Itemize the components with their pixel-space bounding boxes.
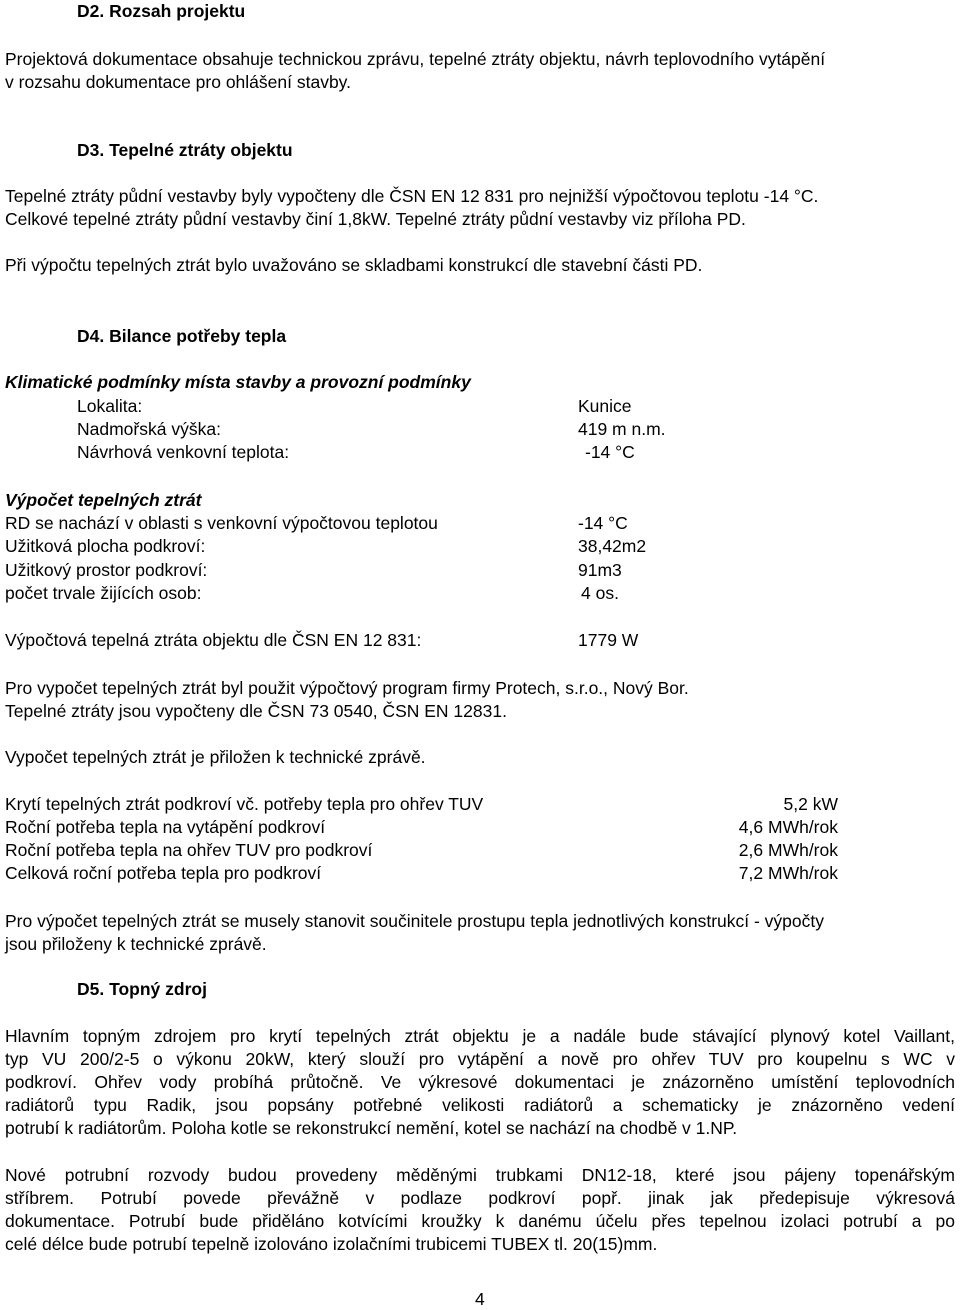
climate-row-label: Lokalita: bbox=[77, 396, 143, 416]
calc-row-label: Užitková plocha podkroví: bbox=[5, 536, 206, 556]
page-number: 4 bbox=[475, 1289, 485, 1309]
coef-line: Pro výpočet tepelných ztrát se musely stanovit součinitele prostupu tepla jednotlivých konstrukcí - výpočty bbox=[5, 911, 825, 931]
calc-row-value: 4 os. bbox=[581, 583, 619, 603]
d5-paragraph-1 bbox=[5, 1025, 955, 1140]
calc-row-value: -14 °C bbox=[578, 513, 628, 533]
calc-row-label: Užitkový prostor podkroví: bbox=[5, 560, 208, 580]
demand-row-value: 7,2 MWh/rok bbox=[738, 863, 838, 883]
section-heading-d3: D3. Tepelné ztráty objektu bbox=[77, 140, 293, 160]
d3-text-line: Tepelné ztráty půdní vestavby byly vypočteny dle ČSN EN 12 831 pro nejnižší výpočtovou teplotu -14 °C. bbox=[5, 186, 819, 206]
climate-title: Klimatické podmínky místa stavby a provozní podmínky bbox=[5, 372, 471, 392]
climate-row-value: 419 m n.m. bbox=[578, 419, 666, 439]
d5-p1-line: potrubí k radiátorům. Poloha kotle se rekonstrukcí nemění, kotel se nachází na chodbě v 1.NP. bbox=[5, 1118, 738, 1138]
demand-row-value: 2,6 MWh/rok bbox=[738, 840, 838, 860]
demand-row-value: 4,6 MWh/rok bbox=[738, 817, 838, 837]
coef-line: jsou přiloženy k technické zprávě. bbox=[5, 934, 267, 954]
d5-p2-line: stříbrem. Potrubí povede převážně v podlaze podkroví popř. jinak jak předepisuje výkresová bbox=[5, 1188, 955, 1208]
demand-row-value: 5,2 kW bbox=[783, 794, 838, 814]
d5-p1-line: typ VU 200/2-5 o výkonu 20kW, který slouží pro vytápění a nově pro ohřev TUV pro koupelnu s WC v bbox=[5, 1049, 955, 1069]
d3-text-line: Celkové tepelné ztráty půdní vestavby činí 1,8kW. Tepelné ztráty půdní vestavby viz příloha PD. bbox=[5, 209, 746, 229]
section-heading-d4: D4. Bilance potřeby tepla bbox=[77, 326, 287, 346]
calc-row-value: 91m3 bbox=[578, 560, 622, 580]
d2-text-line: Projektová dokumentace obsahuje technickou zprávu, tepelné ztráty objektu, návrh teplovodního vytápění bbox=[5, 49, 826, 69]
calc-row-value: 38,42m2 bbox=[578, 536, 647, 556]
program-line: Pro vypočet tepelných ztrát byl použit výpočtový program firmy Protech, s.r.o., Nový Bor. bbox=[5, 678, 689, 698]
program-line: Tepelné ztráty jsou vypočteny dle ČSN 73 0540, ČSN EN 12831. bbox=[5, 701, 507, 721]
d5-p2-line: dokumentace. Potrubí bude přiděláno kotvícími kroužky k danému účelu přes tepelnou izolaci potrubí a po bbox=[5, 1211, 955, 1231]
heat-loss-value: 1779 W bbox=[578, 630, 639, 650]
calc-row-label: RD se nachází v oblasti s venkovní výpočtovou teplotou bbox=[5, 513, 438, 533]
d5-p1-line: podkroví. Ohřev vody probíhá průtočně. Ve výkresové dokumentaci je znázorněno umístění teplovodních bbox=[5, 1072, 955, 1092]
climate-row-label: Návrhová venkovní teplota: bbox=[77, 442, 290, 462]
d5-paragraph-2 bbox=[5, 1164, 955, 1256]
demand-row-label: Krytí tepelných ztrát podkroví vč. potřeby tepla pro ohřev TUV bbox=[5, 794, 484, 814]
climate-row-label: Nadmořská výška: bbox=[77, 419, 221, 439]
section-heading-d5: D5. Topný zdroj bbox=[77, 979, 207, 999]
climate-row-value: -14 °C bbox=[585, 442, 635, 462]
heat-loss-label: Výpočtová tepelná ztráta objektu dle ČSN EN 12 831: bbox=[5, 630, 422, 650]
d3-text-line: Při výpočtu tepelných ztrát bylo uvažováno se skladbami konstrukcí dle stavební části PD. bbox=[5, 255, 703, 275]
d5-p2-line: Nové potrubní rozvody budou provedeny měděnými trubkami DN12-18, které jsou pájeny topenářským bbox=[5, 1165, 955, 1185]
section-heading-d2: D2. Rozsah projektu bbox=[77, 1, 246, 21]
attached-note: Vypočet tepelných ztrát je přiložen k technické zprávě. bbox=[5, 747, 426, 767]
calc-title: Výpočet tepelných ztrát bbox=[5, 490, 202, 510]
d2-text-line: v rozsahu dokumentace pro ohlášení stavby. bbox=[5, 72, 351, 92]
d5-p1-line: radiátorů typu Radik, jsou popsány potřebné velikosti radiátorů a schematicky je znázorněno vedení bbox=[5, 1095, 955, 1115]
demand-row-label: Roční potřeba tepla na vytápění podkroví bbox=[5, 817, 326, 837]
d5-p1-line: Hlavním topným zdrojem pro krytí tepelných ztrát objektu je a nadále bude stávající plynový kotel Vaillant, bbox=[5, 1026, 955, 1046]
demand-row-label: Celková roční potřeba tepla pro podkroví bbox=[5, 863, 322, 883]
calc-row-label: počet trvale žijících osob: bbox=[5, 583, 202, 603]
demand-row-label: Roční potřeba tepla na ohřev TUV pro podkroví bbox=[5, 840, 373, 860]
d5-p2-line: celé délce bude potrubí tepelně izolováno izolačními trubicemi TUBEX tl. 20(15)mm. bbox=[5, 1234, 658, 1254]
climate-row-value: Kunice bbox=[578, 396, 632, 416]
